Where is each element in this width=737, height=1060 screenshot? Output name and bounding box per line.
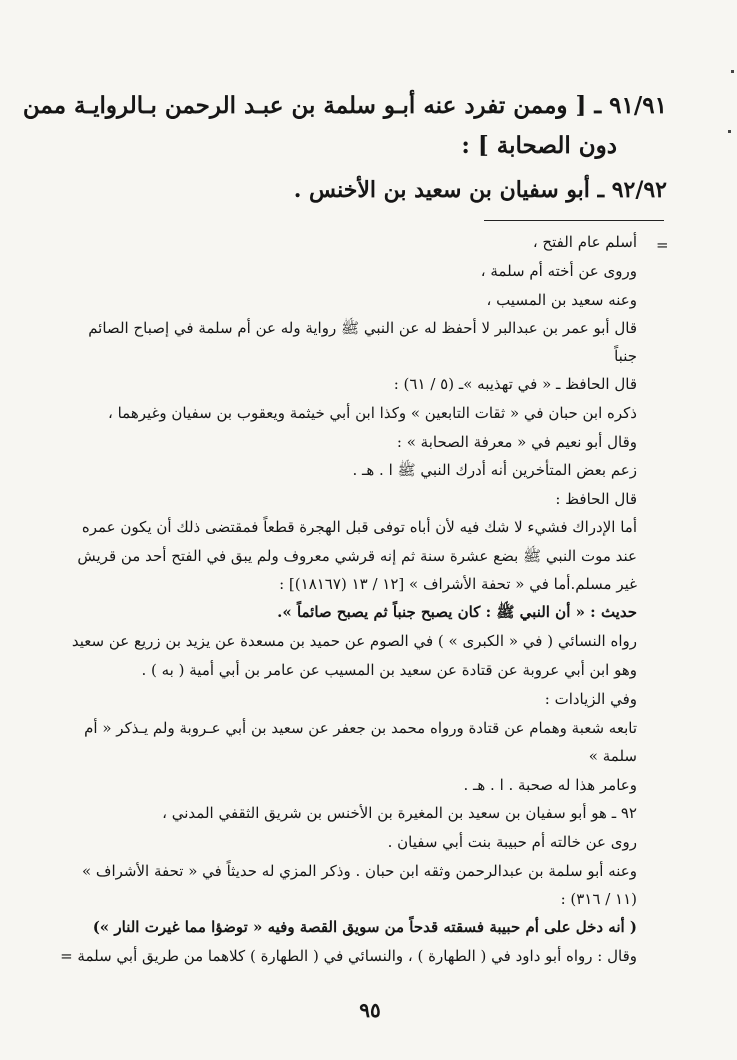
footnote-line: وهو ابن أبي عروبة عن قتادة عن سعيد بن المسيب عن عامر بن أبي أمية ( به ) . [141, 661, 637, 679]
footnote-line: قال أبو عمر بن عبدالبر لا أحفظ له عن النبي ﷺ رواية وله عن أم سلمة في إصباح الصائم [88, 319, 637, 337]
hadith-text: حديث : « أن النبي ﷺ : كان يصبح جنباً ثم يصبح صائماً ». [277, 603, 637, 621]
footnote-line: وقال : رواه أبو داود في ( الطهارة ) ، والنسائي في ( الطهارة ) كلاهما من طريق أبي سلمة = [60, 947, 637, 965]
hadith-text: ( أنه دخل على أم حبيبة فسقته قدحاً من سويق القصة وفيه « توضؤا مما غيرت النار ») [92, 918, 637, 936]
footnote-line: قال الحافظ ـ « في تهذيبه »ـ (٥ / ٦١) : [393, 375, 637, 393]
footnote-line: أما الإدراك فشيء لا شك فيه لأن أباه توفى قبل الهجرة قطعاً فمقتضى ذلك أن يكون عمره [81, 518, 637, 536]
footnote-line: زعم بعض المتأخرين أنه أدرك النبي ﷺ ا . هـ . [352, 461, 637, 479]
section-heading-91-continued: دون الصحابة ] : [461, 132, 617, 159]
footnote-divider [484, 220, 664, 221]
footnote-line: روى عن خالته أم حبيبة بنت أبي سفيان . [387, 833, 637, 851]
footnote-line: غير مسلم.أما في « تحفة الأشراف » [١٢ / ١٣ (١٨١٦٧)] : [279, 575, 637, 593]
footnote-line: وروى عن أخته أم سلمة ، [480, 262, 637, 280]
footnote-line: وعامر هذا له صحبة . ا . هـ . [463, 776, 637, 794]
scan-mark [728, 130, 731, 133]
footnote-line: وعنه سعيد بن المسيب ، [486, 291, 637, 309]
section-heading-91: ٩١/٩١ ـ [ وممن تفرد عنه أبـو سلمة بن عبـد الرحمن بـالروايـة ممن [22, 92, 667, 119]
footnote-line: رواه النسائي ( في « الكبرى » ) في الصوم عن حميد بن مسعدة عن يزيد بن زريع عن سعيد [71, 632, 637, 650]
footnote-line: تابعه شعبة وهمام عن قتادة ورواه محمد بن جعفر عن سعيد بن أبي عـروبة ولم يـذكر « أم [84, 719, 637, 737]
footnote-line: قال الحافظ : [555, 490, 637, 508]
footnote-line: (١١ / ٣١٦) : [560, 890, 637, 908]
footnote-line: عند موت النبي ﷺ بضع عشرة سنة ثم إنه قرشي معروف ولم يبق في الفتح أحد من قريش [77, 547, 637, 565]
footnote-line: جنباً [614, 347, 637, 365]
footnote-line: وقال أبو نعيم في « معرفة الصحابة » : [396, 433, 637, 451]
footnote-line: أسلم عام الفتح ، [532, 233, 637, 251]
section-heading-92: ٩٢/٩٢ ـ أبو سفيان بن سعيد بن الأخنس . [293, 177, 667, 203]
footnote-line: وفي الزيادات : [544, 690, 637, 708]
footnote-line: ٩٢ ـ هو أبو سفيان بن سعيد بن المغيرة بن الأخنس بن شريق الثقفي المدني ، [162, 804, 637, 822]
footnote-line: سلمة » [588, 747, 637, 765]
footnote-line: ذكره ابن حبان في « ثقات التابعين » وكذا ابن أبي خيثمة ويعقوب بن سفيان وغيرهما ، [108, 404, 637, 422]
continuation-marker: = [656, 236, 669, 254]
footnote-line: وعنه أبو سلمة بن عبدالرحمن وثقه ابن حبان . وذكر المزي له حديثاً في « تحفة الأشراف » [81, 862, 637, 880]
scan-mark [731, 70, 734, 73]
page-number: ٩٥ [359, 998, 381, 1022]
